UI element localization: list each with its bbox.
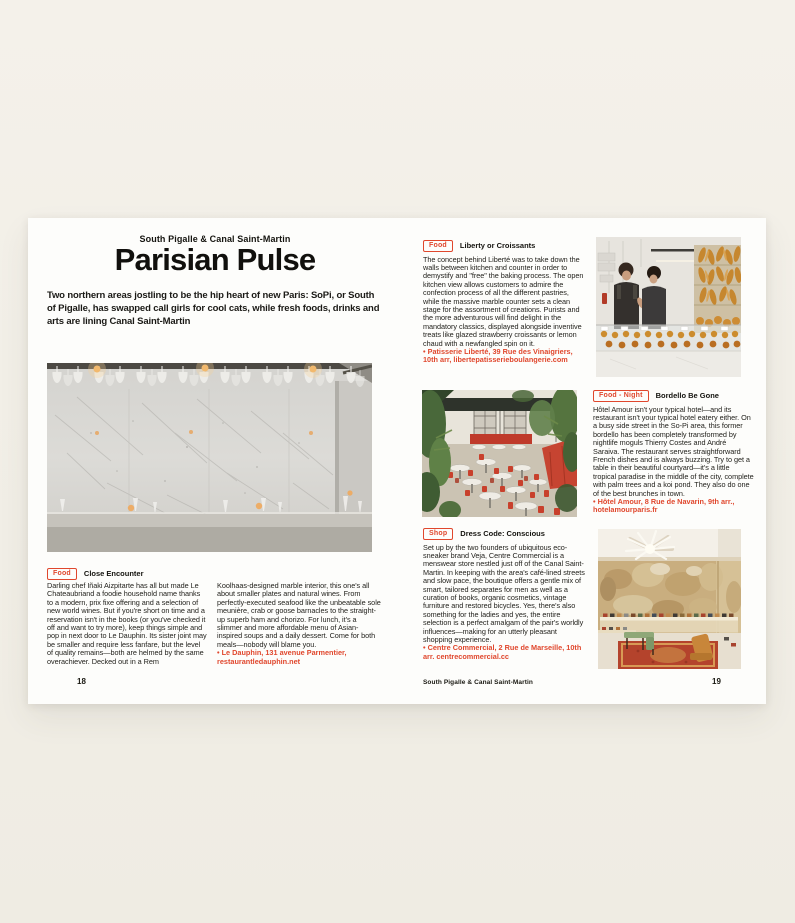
article-heading-liberty-or-croissants: Liberty or Croissants (459, 241, 536, 251)
venue-address: • Patisserie Liberté, 39 Rue des Vinaigriers, 10th arr, libertepatisserieboulangerie.com (423, 346, 573, 365)
article-liberte (423, 240, 586, 365)
article-body-text: Hôtel Amour isn't your typical hotel—and its restaurant isn't your typical hotel eatery either. On a busy side street in the So-Pi area, this former bordello has been completely transformed by nightlife moguls Thierry Costes and André Saraiva. The restaurant serves straightforward French dishes and is always buzzing. Try to get a table in their beautiful courtyard—it's a little tropical paradise in the middle of the city, complete with palm trees and a koi pond. They also do one of the best brunches in town. (593, 404, 754, 498)
article-hotel-amour (593, 390, 754, 515)
category-tag-shop: Shop (423, 528, 453, 540)
running-footer: South Pigalle & Canal Saint-Martin (423, 679, 533, 686)
venue-address: • Centre Commercial, 2 Rue de Marseille, 10th arr. centrecommercial.cc (423, 643, 582, 661)
category-tag-food: Food (47, 568, 77, 580)
category-tag-food: Food (423, 240, 453, 252)
article-body-text: Koolhaas-designed marble interior, this one's all about smaller plates and natural wines. From perfectly-executed seafood like the unbeatable sole meunière, crab or goose barnacles to the straight-up superb ham and chorizo. For lunch, it's a slimmer and more affordable menu of Asian-inspired soups and a daily dessert. Come for both meals—nobody will blame you. (217, 581, 381, 649)
article-body-column-2 (217, 582, 383, 666)
article-tagrow (423, 528, 586, 540)
category-tag-food-night: Food - Night (593, 390, 649, 402)
magazine-spread (28, 218, 766, 704)
page-number-left: 18 (77, 677, 86, 686)
shop-illustration (598, 529, 741, 669)
photo-liberte-bakery (596, 237, 741, 377)
venue-address: • Hôtel Amour, 8 Rue de Navarin, 9th arr., hotelamourparis.fr (593, 496, 735, 515)
venue-address: • Le Dauphin, 131 avenue Parmentier, restaurantledauphin.net (217, 648, 347, 666)
page-number-right: 19 (712, 677, 721, 686)
article-tagrow (423, 240, 586, 252)
photo-centre-commercial-interior (598, 529, 741, 669)
page-title: Parisian Pulse (114, 242, 316, 277)
article-heading-close-encounter: Close Encounter (83, 569, 144, 579)
article-tagrow (593, 390, 754, 402)
bakery-illustration (596, 237, 741, 377)
intro-paragraph: Two northern areas jostling to be the hip heart of new Paris: SoPi, or South of Pigalle, has swapped call girls for cool cats, while fresh foods, drinks and arts are lining Canal Saint-Martin (47, 290, 380, 327)
article-heading-bordello-be-gone: Bordello Be Gone (655, 391, 719, 401)
courtyard-illustration (422, 390, 577, 517)
section-kicker: South Pigalle & Canal Saint-Martin (139, 234, 291, 244)
photo-le-dauphin-marble-bar (47, 363, 372, 552)
article-body-text: Set up by the two founders of ubiquitous eco-sneaker brand Veja, Centre Commercial is a menswear store nestled just off of the Canal Saint-Martin. In keeping with the area's café-lined streets and slow pace, the boutique offers a gentle mix of smart, tailored separates for men as well as a curation of books, organic cosmetics, vintage furniture and restored bicycles. Yes, there's also something for the ladies and yes, the entire selection is a perfect amalgam of the pair's worldly influences—making for an utterly pleasant shopping experience. (423, 542, 585, 644)
article-body-column-1: Darling chef Iñaki Aizpitarte has all but made Le Chateaubriand a foodie household name thanks to a modern, prix fixe offering and a selection of new world wines. But if you're short on time and a reservation isn't in the books (or you've checked it off and want to try more), keep things simple and pop in next door to Le Dauphin. Its sister joint may be smaller and require less fanfare, but the level of quality remains—both are helmed by the same overachiever. Decked out in a Rem (47, 581, 207, 666)
article-centre-commercial (423, 528, 586, 661)
photo-hotel-amour-courtyard (422, 390, 577, 517)
marble-bar-illustration (47, 363, 372, 552)
article-tagrow (47, 568, 144, 580)
article-body-text: The concept behind Liberté was to take down the walls between kitchen and counter in order to demystify and "free" the baking process. The open kitchen view allows customers to admire the confection process of all the different pastries, while the massive marble counter sets a clean stage for the assortment of creations. Purists and the more adventurous will find delight in the mandatory classics, displayed alongside inventive treats like glazed strawberry croissants or lemon chaud with a newfangled spin on it. (423, 254, 584, 348)
article-heading-dress-code-conscious: Dress Code: Conscious (460, 529, 545, 539)
